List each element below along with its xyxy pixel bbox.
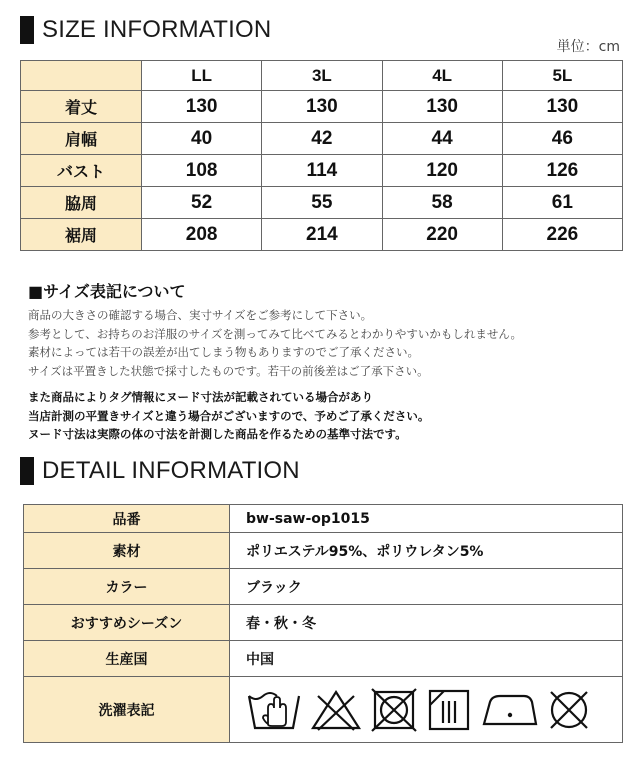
detail-value: ブラック [230, 569, 623, 605]
detail-value: 春・秋・冬 [230, 605, 623, 641]
size-col-header: LL [142, 61, 262, 91]
note-line-bold: また商品によりタグ情報にヌード寸法が記載されている場合があり [28, 390, 373, 404]
size-col-header: 4L [382, 61, 502, 91]
detail-value: ポリエステル95%、ポリウレタン5% [230, 533, 623, 569]
size-cell: 114 [262, 155, 382, 187]
detail-label: 生産国 [24, 641, 230, 677]
size-row-label: 肩幅 [21, 123, 142, 155]
hand-wash-icon [246, 688, 302, 732]
size-col-header: 5L [502, 61, 622, 91]
detail-row [24, 641, 623, 677]
size-cell: 130 [142, 91, 262, 123]
size-notes-title: ■サイズ表記について [28, 282, 186, 301]
size-cell: 130 [262, 91, 382, 123]
section-marker [20, 457, 34, 485]
nude-size-notes [28, 388, 429, 444]
size-row [21, 155, 623, 187]
low-iron-icon [480, 690, 538, 730]
note-line: サイズは平置きした状態で採寸したものです。若干の前後差はご了承下さい。 [28, 363, 429, 378]
size-information-header [20, 16, 271, 44]
size-row [21, 123, 623, 155]
detail-label: カラー [24, 569, 230, 605]
size-col-header: 3L [262, 61, 382, 91]
no-tumble-dry-icon [370, 687, 418, 733]
size-notes [28, 306, 522, 380]
detail-label: 素材 [24, 533, 230, 569]
note-line-bold: 当店計測の平置きサイズと違う場合がございますので、予めご了承ください。 [28, 408, 430, 423]
detail-label: 品番 [24, 505, 230, 533]
size-cell: 214 [262, 219, 382, 251]
size-cell: 40 [142, 123, 262, 155]
size-cell: 61 [502, 187, 622, 219]
no-bleach-icon [310, 688, 362, 732]
care-symbols [230, 677, 623, 743]
detail-information-title: DETAIL INFORMATION [42, 457, 300, 484]
size-cell: 130 [382, 91, 502, 123]
note-line: 参考として、お持ちのお洋服のサイズを測ってみて比べてみるとわかりやすいかもしれません。 [28, 326, 523, 341]
drip-line-dry-shade-icon [426, 687, 472, 733]
detail-label: 洗濯表記 [24, 677, 230, 743]
size-cell: 208 [142, 219, 262, 251]
detail-value: bw-saw-op1015 [230, 505, 623, 533]
size-row [21, 91, 623, 123]
detail-row [24, 505, 623, 533]
size-header-row [21, 61, 623, 91]
note-line: 素材によっては若干の誤差が出てしまう物もありますのでご了承ください。 [28, 345, 419, 359]
size-cell: 120 [382, 155, 502, 187]
detail-row [24, 533, 623, 569]
section-marker [20, 16, 34, 44]
detail-table [23, 504, 623, 743]
size-cell: 44 [382, 123, 502, 155]
size-cell: 55 [262, 187, 382, 219]
detail-row [24, 605, 623, 641]
size-table [20, 60, 623, 251]
size-cell: 226 [502, 219, 622, 251]
no-dry-clean-icon [546, 687, 592, 733]
size-cell: 58 [382, 187, 502, 219]
size-row [21, 219, 623, 251]
note-line: 商品の大きさの確認する場合、実寸サイズをご参考にして下さい。 [28, 308, 373, 322]
size-row [21, 187, 623, 219]
detail-value: 中国 [230, 641, 623, 677]
size-row-label: 裾周 [21, 219, 142, 251]
detail-row-care [24, 677, 623, 743]
detail-label: おすすめシーズン [24, 605, 230, 641]
size-information-title: SIZE INFORMATION [42, 16, 272, 43]
size-cell: 42 [262, 123, 382, 155]
size-cell: 108 [142, 155, 262, 187]
size-cell: 46 [502, 123, 622, 155]
detail-information-header [20, 457, 300, 485]
size-row-label: 脇周 [21, 187, 142, 219]
size-cell: 126 [502, 155, 622, 187]
detail-row [24, 569, 623, 605]
size-cell: 220 [382, 219, 502, 251]
unit-label: 単位：cm [556, 39, 620, 55]
size-row-label: 着丈 [21, 91, 142, 123]
size-row-label: バスト [21, 155, 142, 187]
size-cell: 130 [502, 91, 622, 123]
note-line-bold: ヌード寸法は実際の体の寸法を計測した商品を作るための基準寸法です。 [28, 427, 407, 441]
size-table-corner [21, 61, 142, 91]
size-cell: 52 [142, 187, 262, 219]
